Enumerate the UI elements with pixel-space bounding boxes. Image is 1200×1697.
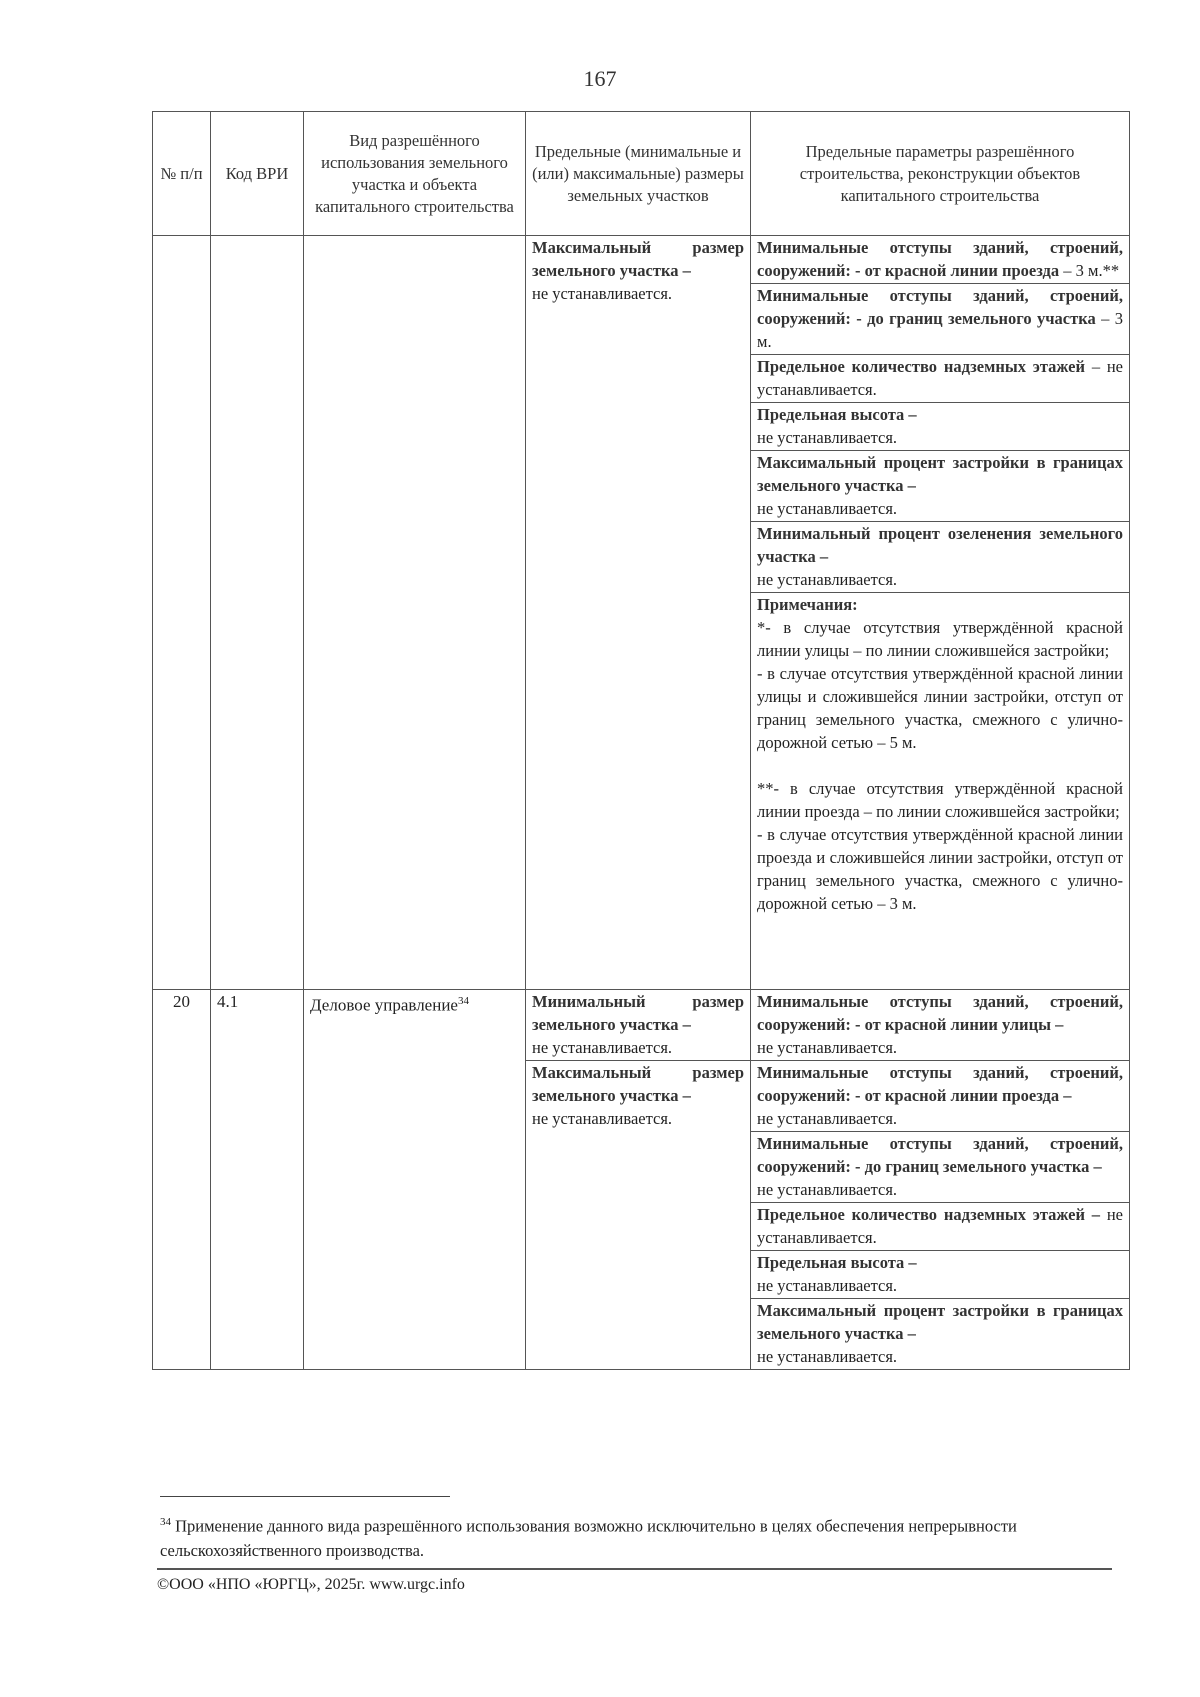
footnote-divider: [160, 1496, 450, 1497]
cell-plot-sizes: [526, 236, 751, 990]
note-item: **- в случае отсутствия утверждённой красной линии проезда – по линии сложившейся застройки;: [757, 779, 1123, 821]
param-segment: [751, 1203, 1129, 1251]
param-label: Предельная высота –: [757, 1253, 917, 1272]
footnote-marker: 34: [160, 1516, 171, 1528]
size-label: Минимальный размер земельного участка –: [532, 992, 744, 1034]
param-label: Минимальные отступы зданий, строений, сооружений: - от красной линии проезда: [757, 238, 1123, 280]
header-plot-sizes: Предельные (минимальные и (или) максимальные) размеры земельных участков: [526, 112, 751, 236]
param-segment: [751, 403, 1129, 451]
param-value: не устанавливается.: [757, 499, 898, 518]
cell-vri: [304, 990, 526, 1370]
note-item: - в случае отсутствия утверждённой красной линии улицы и сложившейся линии застройки, отступ от границ земельного участка, смежного с улично-дорожной сетью – 5 м.: [757, 664, 1123, 752]
cell-build-params: [751, 990, 1130, 1370]
param-value: не устанавливается.: [757, 1109, 898, 1128]
param-segment: [751, 451, 1129, 522]
size-value: не устанавливается.: [532, 1038, 673, 1057]
size-label: Максимальный размер земельного участка –: [532, 238, 744, 280]
cell-number: [153, 236, 211, 990]
cell-number: 20: [153, 990, 211, 1370]
footnote-ref: 34: [457, 995, 469, 1007]
header-number: № п/п: [153, 112, 211, 236]
param-value: – 3 м.: [757, 309, 1123, 351]
cell-plot-sizes: [526, 990, 751, 1370]
param-value: не устанавливается.: [757, 1038, 898, 1057]
param-segment: [751, 1132, 1129, 1203]
param-value: не устанавливается.: [757, 1276, 898, 1295]
table-row-continued: [153, 236, 1130, 990]
notes-title: Примечания:: [757, 595, 858, 614]
notes-spacer: [757, 754, 1123, 777]
cell-build-params: [751, 236, 1130, 990]
cell-code: 4.1: [211, 990, 304, 1370]
param-label: Минимальный процент озеленения земельного участка –: [757, 524, 1123, 566]
notes-block: [751, 593, 1129, 916]
param-value: не устанавливается.: [757, 570, 898, 589]
note-item: - в случае отсутствия утверждённой красной линии проезда и сложившейся линии застройки, отступ от границ земельного участка, смежного с улично-дорожной сетью – 3 м.: [757, 825, 1123, 913]
footer-divider: [157, 1568, 1112, 1570]
footnote-text: Применение данного вида разрешённого использования возможно исключительно в целях обеспечения непрерывности сельскохозяйственного производства.: [160, 1516, 1017, 1560]
vri-table: [152, 111, 1130, 1370]
cell-code: [211, 236, 304, 990]
param-label: Минимальные отступы зданий, строений, сооружений: - до границ земельного участка –: [757, 1134, 1123, 1176]
param-label: Предельное количество надземных этажей: [757, 357, 1086, 376]
param-label: Минимальные отступы зданий, строений, сооружений: - до границ земельного участка: [757, 286, 1123, 328]
cell-vri: [304, 236, 526, 990]
table-row-20: [153, 990, 1130, 1370]
size-value: не устанавливается.: [532, 1109, 673, 1128]
param-label: Предельное количество надземных этажей –: [757, 1205, 1101, 1224]
header-build-params: Предельные параметры разрешённого строительства, реконструкции объектов капитального строительства: [751, 112, 1130, 236]
note-item: *- в случае отсутствия утверждённой красной линии улицы – по линии сложившейся застройки;: [757, 618, 1123, 660]
param-label: Максимальный процент застройки в границах земельного участка –: [757, 1301, 1123, 1343]
footnote: [160, 1510, 1060, 1563]
param-segment: [751, 1251, 1129, 1299]
param-value: не устанавливается.: [757, 428, 898, 447]
header-code: Код ВРИ: [211, 112, 304, 236]
param-label: Минимальные отступы зданий, строений, сооружений: - от красной линии улицы –: [757, 992, 1123, 1034]
size-segment: [526, 236, 750, 306]
table-header-row: [153, 112, 1130, 236]
param-value: – не устанавливается.: [757, 357, 1124, 399]
param-segment: [751, 236, 1129, 284]
header-vri: Вид разрешённого использования земельного участка и объекта капитального строительства: [304, 112, 526, 236]
param-segment: [751, 284, 1129, 355]
footer-copyright: ©ООО «НПО «ЮРГЦ», 2025г. www.urgc.info: [157, 1576, 465, 1593]
param-segment: [751, 1299, 1129, 1369]
param-label: Максимальный процент застройки в границах земельного участка –: [757, 453, 1123, 495]
param-value: не устанавливается.: [757, 1347, 898, 1366]
param-value: не устанавливается.: [757, 1180, 898, 1199]
size-label: Максимальный размер земельного участка –: [532, 1063, 744, 1105]
param-value: – 3 м.**: [1063, 261, 1120, 280]
param-label: Предельная высота –: [757, 405, 917, 424]
param-segment: [751, 1061, 1129, 1132]
param-segment: [751, 990, 1129, 1061]
size-segment: [526, 1061, 750, 1131]
param-label: Минимальные отступы зданий, строений, сооружений: - от красной линии проезда –: [757, 1063, 1123, 1105]
size-segment: [526, 990, 750, 1061]
param-value: не устанавливается.: [757, 1205, 1123, 1247]
page-number: 167: [583, 66, 617, 91]
vri-name: Деловое управление: [310, 995, 458, 1015]
param-segment: [751, 522, 1129, 593]
size-value: не устанавливается.: [532, 284, 673, 303]
param-segment: [751, 355, 1129, 403]
